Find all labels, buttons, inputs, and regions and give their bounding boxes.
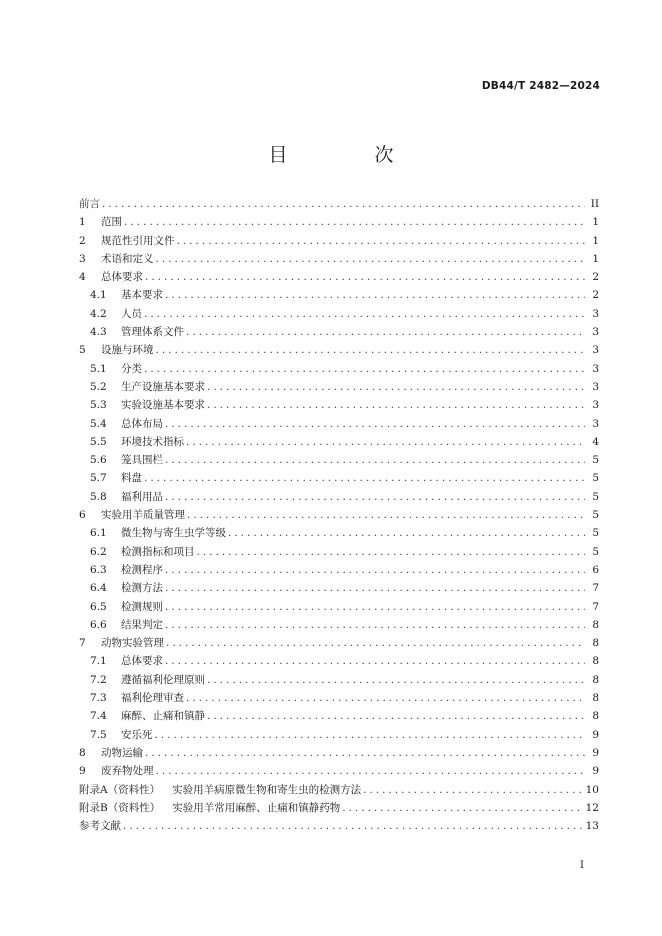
toc-entry-label: 基本要求	[121, 289, 163, 302]
toc-entry-page: 10	[585, 783, 599, 796]
toc-entry-number: 7.3	[90, 692, 107, 705]
toc-entry-label: 设施与环境	[101, 344, 154, 357]
toc-entry-number: 6.3	[90, 563, 107, 576]
toc-entry-page: 1	[592, 216, 599, 229]
dot-leader	[165, 286, 585, 304]
dot-leader	[145, 744, 585, 762]
dot-leader	[166, 634, 585, 652]
toc-entry-page: 5	[592, 527, 599, 540]
dot-leader	[165, 561, 585, 579]
toc-entry-label: 前言	[79, 198, 100, 210]
toc-entry[interactable]	[79, 616, 599, 634]
toc-entry[interactable]	[79, 250, 599, 268]
toc-entry[interactable]	[79, 232, 599, 250]
document-code: DB44/T 2482—2024	[481, 80, 600, 92]
toc-entry-label: 检测规则	[121, 600, 163, 613]
toc-entry[interactable]	[79, 598, 599, 616]
dot-leader	[363, 781, 584, 799]
toc-entry-page: 1	[592, 252, 599, 265]
toc-entry-page: 3	[592, 399, 599, 412]
toc-entry-label: 分类	[121, 362, 142, 375]
toc-entry-page: 12	[585, 801, 599, 814]
toc-entry[interactable]	[79, 689, 599, 707]
toc-entry[interactable]	[79, 488, 599, 506]
toc-entry-page: 8	[592, 710, 599, 723]
toc-entry-page: 3	[592, 380, 599, 393]
toc-entry[interactable]	[79, 652, 599, 670]
dot-leader	[165, 488, 585, 506]
toc-entry-page: 7	[592, 600, 599, 613]
toc-entry[interactable]	[79, 378, 599, 396]
toc-entry-label: 环境技术指标	[121, 435, 184, 448]
toc-entry-page: 5	[592, 490, 599, 503]
toc-entry[interactable]	[79, 524, 599, 542]
toc-entry-number: 8	[79, 746, 86, 759]
dot-leader	[165, 616, 585, 634]
toc-entry-number: 5.7	[90, 472, 107, 485]
toc-entry[interactable]	[79, 305, 599, 323]
toc-entry-page: 7	[592, 582, 599, 595]
toc-entry-label: 微生物与寄生虫学等级	[121, 527, 226, 540]
toc-entry-label: 动物实验管理	[101, 637, 164, 650]
dot-leader	[123, 817, 584, 835]
toc-entry-page: 5	[592, 454, 599, 467]
toc-entry[interactable]	[79, 671, 599, 689]
toc-entry[interactable]	[79, 323, 599, 341]
toc-entry-label: 麻醉、止痛和镇静	[121, 710, 205, 723]
dot-leader	[207, 378, 585, 396]
toc-entry-label: 福利用品	[121, 490, 163, 503]
toc-entry-number: 7	[79, 637, 86, 650]
toc-entry-label: 检测方法	[121, 582, 163, 595]
dot-leader	[165, 598, 585, 616]
page-number: I	[580, 860, 584, 871]
dot-leader	[165, 652, 585, 670]
toc-entry-label: 总体要求	[101, 271, 143, 284]
toc-entry[interactable]	[79, 799, 599, 817]
toc-entry[interactable]	[79, 451, 599, 469]
toc-entry[interactable]	[79, 579, 599, 597]
toc-entry-page: 8	[592, 637, 599, 650]
toc-entry-number: 5.2	[90, 380, 107, 393]
toc-entry-label: 废弃物处理	[101, 765, 154, 778]
dot-leader	[207, 396, 585, 414]
toc-entry-number: 4.1	[90, 289, 107, 302]
toc-entry[interactable]	[79, 744, 599, 762]
toc-entry-number: 5.4	[90, 417, 107, 430]
dot-leader	[144, 360, 585, 378]
toc-entry-page: 8	[592, 673, 599, 686]
toc-entry-page: 1	[592, 234, 599, 247]
toc-entry-page: II	[590, 198, 599, 210]
toc-entry-number: 7.4	[90, 710, 107, 723]
toc-entry-page: 5	[592, 509, 599, 522]
toc-entry[interactable]	[79, 433, 599, 451]
toc-entry-label: 检测指标和项目	[121, 545, 195, 558]
toc-entry-label: 笼具围栏	[121, 454, 163, 467]
toc-entry-page: 8	[592, 655, 599, 668]
toc-entry-number: 4.3	[90, 326, 107, 339]
toc-entry[interactable]	[79, 341, 599, 359]
toc-entry[interactable]	[79, 396, 599, 414]
dot-leader	[156, 762, 586, 780]
toc-entry-page: 6	[592, 563, 599, 576]
toc-entry-page: 13	[585, 820, 599, 833]
toc-entry[interactable]	[79, 781, 599, 799]
dot-leader	[156, 341, 586, 359]
toc-entry[interactable]	[79, 195, 599, 213]
toc-entry-page: 8	[592, 618, 599, 631]
toc-entry-label: 实验用羊病原微生物和寄生虫的检测方法	[172, 783, 362, 796]
toc-entry-label: 术语和定义	[101, 252, 154, 265]
toc-entry-label: 人员	[121, 307, 142, 320]
toc-entry-number: 5.3	[90, 399, 107, 412]
toc-entry-label: 规范性引用文件	[101, 234, 175, 247]
dot-leader	[144, 469, 585, 487]
toc-entry-page: 3	[592, 344, 599, 357]
page-title: 目 次	[268, 144, 428, 166]
toc-entry-label: 实验设施基本要求	[121, 399, 205, 412]
toc-entry-label: 结果判定	[121, 618, 163, 631]
dot-leader	[165, 579, 585, 597]
dot-leader	[186, 689, 585, 707]
dot-leader	[177, 232, 586, 250]
toc-entry-label: 总体布局	[121, 417, 163, 430]
toc-entry-page: 3	[592, 417, 599, 430]
dot-leader	[156, 250, 586, 268]
toc-entry-label: 总体要求	[121, 655, 163, 668]
toc-entry-number: 5.1	[90, 362, 107, 375]
toc-entry-label: 料盘	[121, 472, 142, 485]
dot-leader	[145, 268, 585, 286]
dot-leader	[187, 506, 585, 524]
toc-entry-label: 安乐死	[121, 728, 153, 741]
toc-entry-page: 5	[592, 472, 599, 485]
toc-entry-page: 8	[592, 692, 599, 705]
toc-entry-number: 7.1	[90, 655, 107, 668]
toc-entry-label: 动物运输	[101, 746, 143, 759]
toc-entry-label: 管理体系文件	[121, 326, 184, 339]
toc-entry-number: 7.2	[90, 673, 107, 686]
dot-leader	[165, 415, 585, 433]
toc-entry-page: 4	[592, 435, 599, 448]
toc-entry-number: 附录A（资料性）	[79, 783, 161, 796]
toc-entry-number: 6.6	[90, 618, 107, 631]
toc-entry[interactable]	[79, 360, 599, 378]
dot-leader	[102, 195, 585, 213]
toc-entry-label: 参考文献	[79, 820, 121, 833]
toc-entry[interactable]	[79, 286, 599, 304]
toc-entry-number: 9	[79, 765, 86, 778]
toc-entry-number: 6.1	[90, 527, 107, 540]
toc-entry-number: 4	[79, 271, 86, 284]
dot-leader	[207, 707, 585, 725]
toc-entry-page: 9	[592, 765, 599, 778]
toc-entry-label: 范围	[101, 216, 122, 229]
dot-leader	[124, 213, 585, 231]
dot-leader	[197, 543, 586, 561]
toc-entry-label: 实验用羊常用麻醉、止痛和镇静药物	[172, 801, 341, 814]
dot-leader	[155, 726, 586, 744]
dot-leader	[186, 323, 585, 341]
toc-entry-number: 3	[79, 252, 86, 265]
dot-leader	[207, 671, 585, 689]
toc-entry-number: 1	[79, 216, 86, 229]
toc-entry-number: 6.5	[90, 600, 107, 613]
toc-entry-number: 5.6	[90, 454, 107, 467]
toc-entry-page: 3	[592, 362, 599, 375]
toc-entry-page: 2	[592, 271, 599, 284]
toc-entry-number: 6.4	[90, 582, 107, 595]
toc-entry-page: 5	[592, 545, 599, 558]
toc-entry[interactable]	[79, 634, 599, 652]
toc-entry-label: 福利伦理审查	[121, 692, 184, 705]
toc-entry[interactable]	[79, 817, 599, 835]
table-of-contents	[79, 195, 599, 835]
toc-entry[interactable]	[79, 415, 599, 433]
toc-entry-label: 生产设施基本要求	[121, 380, 205, 393]
toc-entry-number: 5.8	[90, 490, 107, 503]
toc-entry-label: 实验用羊质量管理	[101, 509, 185, 522]
toc-entry-number: 6	[79, 509, 86, 522]
toc-entry[interactable]	[79, 543, 599, 561]
toc-entry-page: 3	[592, 307, 599, 320]
toc-entry-page: 2	[592, 289, 599, 302]
dot-leader	[144, 305, 585, 323]
toc-entry[interactable]	[79, 213, 599, 231]
toc-entry[interactable]	[79, 707, 599, 725]
toc-entry-label: 检测程序	[121, 563, 163, 576]
dot-leader	[228, 524, 585, 542]
toc-entry-page: 9	[592, 728, 599, 741]
toc-entry-number: 7.5	[90, 728, 107, 741]
toc-entry-number: 5	[79, 344, 86, 357]
toc-entry-page: 3	[592, 326, 599, 339]
toc-entry[interactable]	[79, 469, 599, 487]
toc-entry-number: 2	[79, 234, 86, 247]
dot-leader	[165, 451, 585, 469]
toc-entry[interactable]	[79, 561, 599, 579]
toc-entry-number: 6.2	[90, 545, 107, 558]
dot-leader	[342, 799, 583, 817]
toc-entry-number: 附录B（资料性）	[79, 801, 161, 814]
toc-entry[interactable]	[79, 506, 599, 524]
dot-leader	[186, 433, 585, 451]
toc-entry-number: 4.2	[90, 307, 107, 320]
toc-entry-label: 遵循福利伦理原则	[121, 673, 205, 686]
toc-entry[interactable]	[79, 726, 599, 744]
toc-entry-page: 9	[592, 746, 599, 759]
toc-entry[interactable]	[79, 762, 599, 780]
toc-entry[interactable]	[79, 268, 599, 286]
toc-entry-number: 5.5	[90, 435, 107, 448]
